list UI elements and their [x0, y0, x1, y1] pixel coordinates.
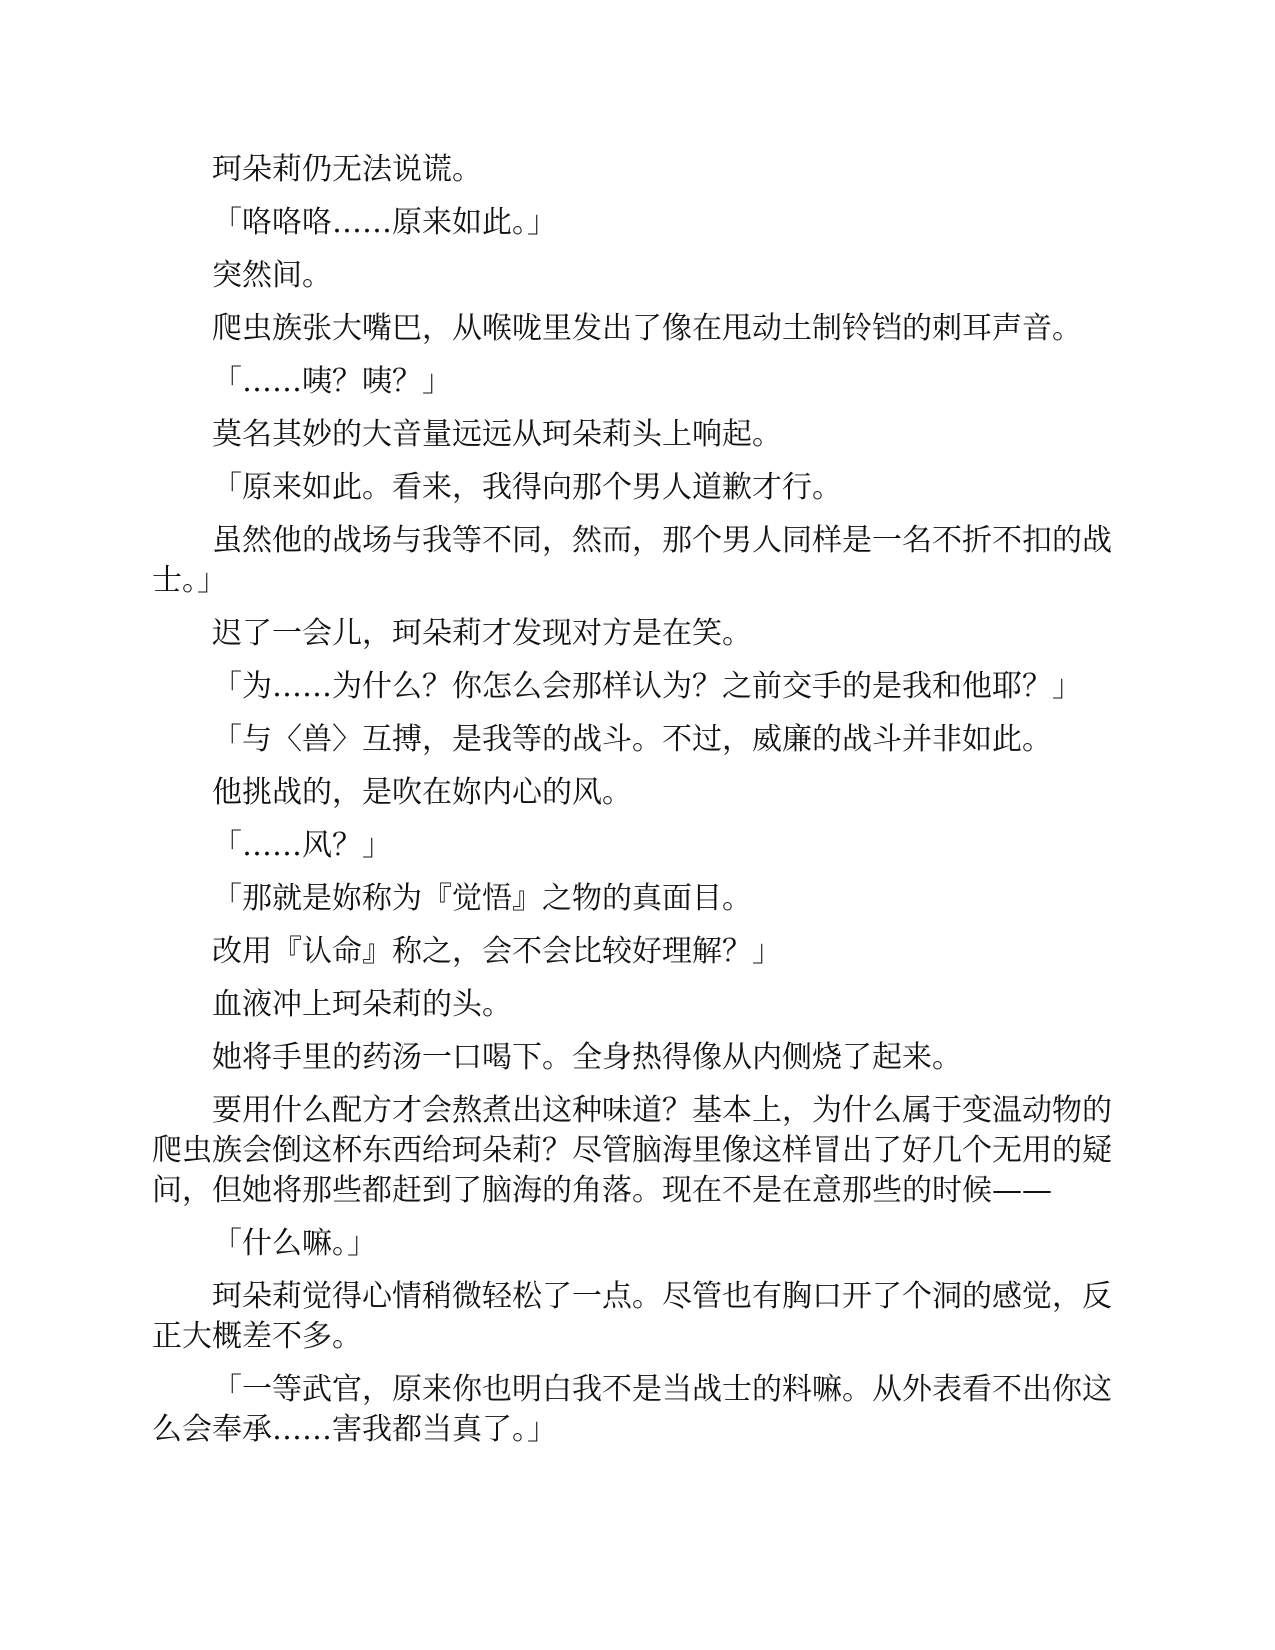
paragraph: 她将手里的药汤一口喝下。全身热得像从内侧烧了起来。 — [212, 1040, 962, 1075]
paragraph: 「……咦？咦？」 — [212, 364, 452, 399]
paragraph: 莫名其妙的大音量远远从珂朵莉头上响起。 — [212, 417, 782, 452]
paragraph: 「一等武官，原来你也明白我不是当战士的料嘛。从外表看不出你这么会奉承……害我都当真了。」 — [152, 1372, 1112, 1447]
paragraph: 血液冲上珂朵莉的头。 — [212, 987, 512, 1022]
paragraph: 珂朵莉觉得心情稍微轻松了一点。尽管也有胸口开了个洞的感觉，反正大概差不多。 — [152, 1279, 1112, 1354]
paragraph: 要用什么配方才会熬煮出这种味道？基本上，为什么属于变温动物的爬虫族会倒这杯东西给珂朵莉？尽管脑海里像这样冒出了好几个无用的疑问，但她将那些都赶到了脑海的角落。现在不是在意那些的时候—— — [152, 1093, 1112, 1208]
paragraph: 突然间。 — [212, 258, 332, 293]
paragraph: 虽然他的战场与我等不同，然而，那个男人同样是一名不折不扣的战士。」 — [152, 523, 1112, 598]
paragraph: 「咯咯咯……原来如此。」 — [212, 205, 557, 240]
paragraph: 「为……为什么？你怎么会那样认为？之前交手的是我和他耶？」 — [212, 669, 1082, 704]
paragraph: 爬虫族张大嘴巴，从喉咙里发出了像在甩动土制铃铛的刺耳声音。 — [212, 311, 1082, 346]
paragraph: 「与〈兽〉互搏，是我等的战斗。不过，威廉的战斗并非如此。 — [212, 722, 1052, 757]
paragraph: 珂朵莉仍无法说谎。 — [212, 152, 482, 187]
body-text — [152, 150, 1127, 1463]
paragraph: 改用『认命』称之，会不会比较好理解？」 — [212, 934, 782, 969]
paragraph: 迟了一会儿，珂朵莉才发现对方是在笑。 — [212, 616, 752, 651]
paragraph: 「什么嘛。」 — [212, 1226, 377, 1261]
paragraph: 「……风？」 — [212, 828, 392, 863]
paragraph: 「那就是妳称为『觉悟』之物的真面目。 — [212, 881, 752, 916]
paragraph: 他挑战的，是吹在妳内心的风。 — [212, 775, 632, 810]
paragraph: 「原来如此。看来，我得向那个男人道歉才行。 — [212, 470, 842, 505]
